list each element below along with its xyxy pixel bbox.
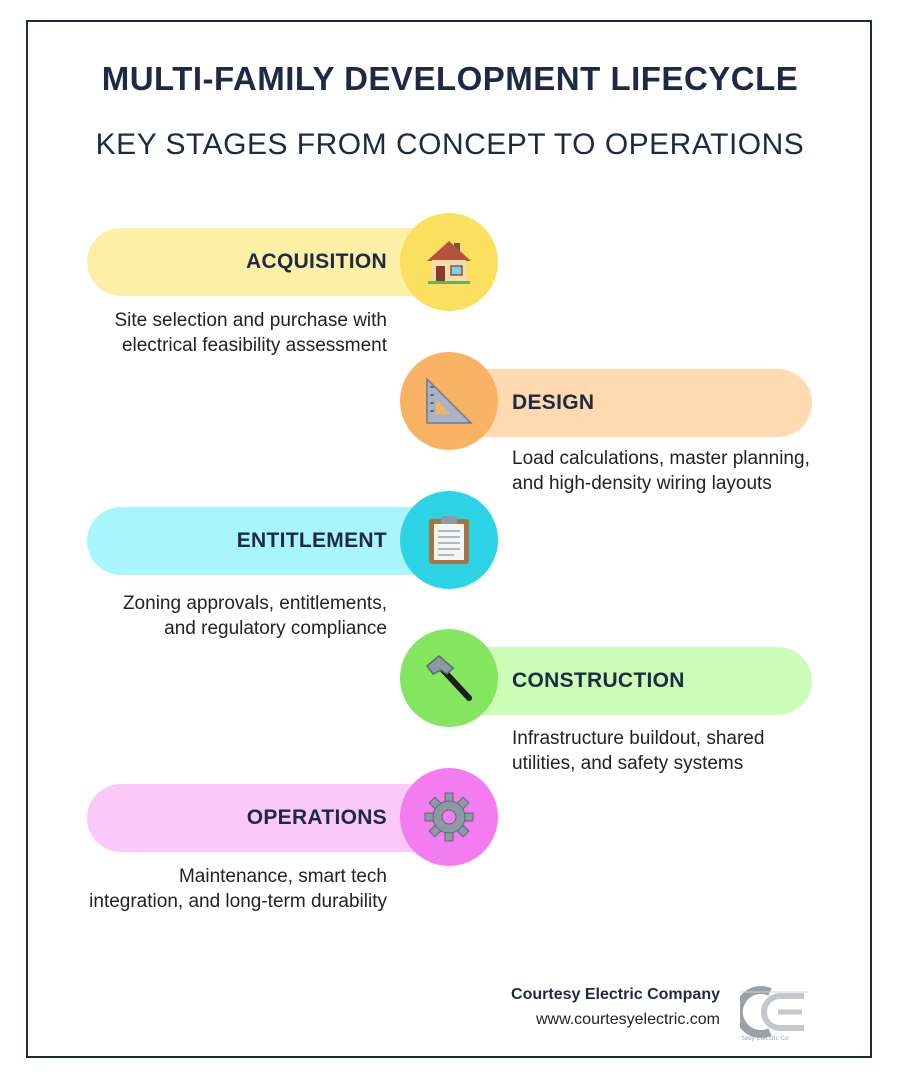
stage-construction-badge xyxy=(400,629,498,727)
stage-operations-label: OPERATIONS xyxy=(246,806,387,829)
hammer-icon xyxy=(423,652,475,704)
gear-icon xyxy=(423,791,475,843)
footer-company-name: Courtesy Electric Company xyxy=(511,986,720,1003)
stage-construction-label: CONSTRUCTION xyxy=(512,669,685,692)
clipboard-icon xyxy=(426,514,472,566)
stage-construction-description: Infrastructure buildout, shared utilities, and safety systems xyxy=(512,728,765,774)
stage-entitlement-badge xyxy=(400,491,498,589)
svg-text:tesy Electric Co: tesy Electric Co xyxy=(742,1035,789,1042)
house-icon xyxy=(424,237,474,287)
stage-acquisition-badge xyxy=(400,213,498,311)
stage-design-badge xyxy=(400,352,498,450)
stage-operations-description: Maintenance, smart tech integration, and long-term durability xyxy=(89,866,387,912)
page-title: MULTI-FAMILY DEVELOPMENT LIFECYCLE xyxy=(101,60,799,97)
stage-entitlement-description: Zoning approvals, entitlements, and regulatory compliance xyxy=(122,593,387,639)
footer-url: www.courtesyelectric.com xyxy=(535,1011,720,1028)
stage-acquisition-description: Site selection and purchase with electrical feasibility assessment xyxy=(114,310,387,356)
triangle-ruler-icon xyxy=(423,375,475,427)
stage-entitlement-label: ENTITLEMENT xyxy=(236,529,387,552)
company-logo xyxy=(740,986,808,1047)
page-subtitle: KEY STAGES FROM CONCEPT TO OPERATIONS xyxy=(95,128,805,161)
stage-operations-badge xyxy=(400,768,498,866)
stage-design-description: Load calculations, master planning, and high-density wiring layouts xyxy=(512,448,810,494)
stage-acquisition-label: ACQUISITION xyxy=(246,250,387,273)
stage-design-label: DESIGN xyxy=(512,391,595,414)
